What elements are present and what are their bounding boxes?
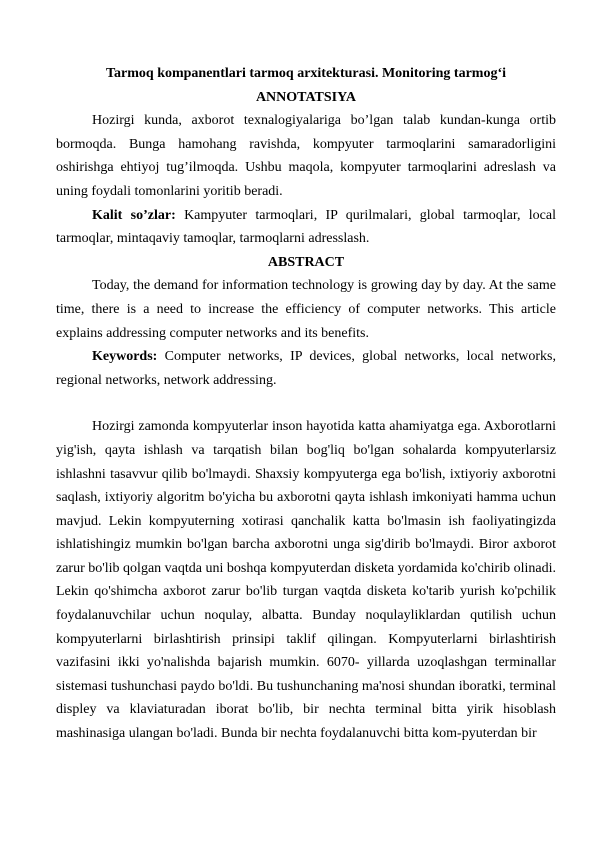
abstract-keywords-label: Keywords:: [92, 349, 158, 365]
annotation-keywords: [56, 204, 556, 251]
abstract-heading: ABSTRACT: [267, 254, 345, 270]
annotation-keywords-list: Kampyuter tarmoqlari, IP qurilmalari, global tarmoqlar, local tarmoqlar, mintaqaviy tamoqlar, tarmoqlarni adresslash.: [56, 207, 556, 247]
abstract-keywords-list: Computer networks, IP devices, global networks, local networks, regional networks, network addressing.: [56, 349, 556, 388]
document-page: [56, 62, 556, 746]
body-paragraph: Hozirgi zamonda kompyuterlar inson hayotida katta ahamiyatga ega. Axborotlarni yig'ish, qayta ishlash va tarqatish bilan bog'liq bo'lgan sohalarda kompyuterlarsiz ishlashni tasavvur qilib bo'lmaydi. Shaxsiy kompyuterga ega bo'lish, ixtiyoriy axborotni saqlash, ixtiyoriy algoritm bo'yicha bu axborotni qayta ishlash imkoniyati hamma uchun mavjud. Lekin kompyuterning xotirasi qanchalik katta bo'lmasin ish faoliyatingizda ishlatishingiz mumkin bo'lgan barcha axborotni unga sig'dirib bo'lmaydi. Biror axborot zarur bo'lib qolgan vaqtda uni boshqa kompyuterdan disketa yordamida ko'chirib olinadi. Lekin qo'shimcha axborot zarur bo'lib turgan vaqtda disketa ko'tarib yurish ko'pchilik foydalanuvchilar uchun noqulay, albatta. Bunday noqulayliklardan qutilish uchun kompyuterlarni birlashtirish prinsipi taklif qilingan. Kompyuterlarni birlashtirish vazifasini ikki yo'nalishda bajarish mumkin. 6070- yillarda uzoqlashgan terminallar sistemasi tushunchasi paydo bo'ldi. Bu tushunchaning ma'nosi shundan iboratki, terminal displey va klaviaturadan iborat bo'lib, bir nechta terminal bitta yirik hisoblash mashinasiga ulangan bo'ladi. Bunda bir nechta foydalanuvchi bitta kom-pyuterdan bir: [56, 419, 556, 742]
abstract-keywords: [56, 345, 556, 392]
annotation-text: Hozirgi kunda, axborot texnalogiyalariga bo’lgan talab kundan-kunga ortib bormoqda. Bunga hamohang ravishda, kompyuter tarmoqlarini samaradorligini oshirishga ehtiyoj tug’ilmoqda. Ushbu maqola, kompyuter tarmoqlarini adreslash va uning foydali tomonlarini yoritib beradi.: [56, 113, 556, 199]
annotation-heading: ANNOTATSIYA: [255, 89, 357, 105]
abstract-text: Today, the demand for information technology is growing day by day. At the same time, there is a need to increase the efficiency of computer networks. This article explains addressing computer networks and its benefits.: [56, 278, 556, 341]
article-title: Tarmoq kompanentlari tarmoq arxitekturasi. Monitoring tarmog‘i: [105, 66, 506, 81]
annotation-keywords-label: Kalit so’zlar:: [92, 207, 176, 223]
section-spacer: [56, 392, 556, 415]
